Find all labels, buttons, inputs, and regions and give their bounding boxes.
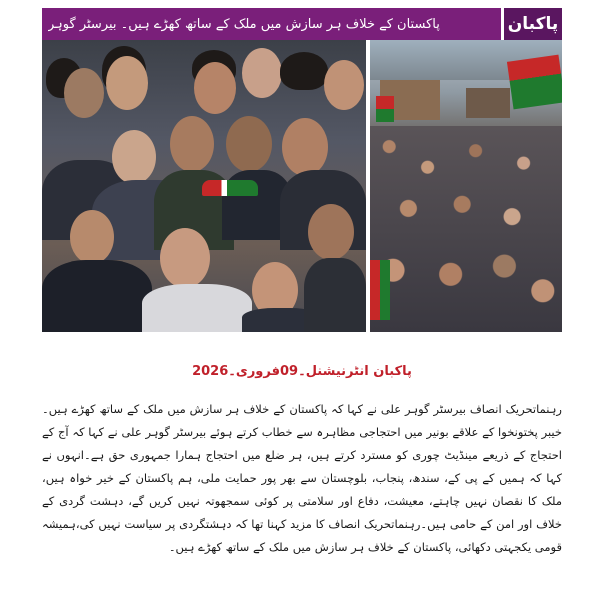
crowd-face [308, 204, 354, 260]
crowd-face [324, 60, 364, 110]
crowd-face [226, 116, 272, 172]
building [466, 88, 510, 118]
crowd-face [282, 118, 328, 176]
header-bar [42, 8, 562, 40]
party-flag [376, 96, 394, 122]
party-flag [507, 55, 562, 110]
headline: پاکستان کے خلاف ہر سازش میں ملک کے ساتھ کھڑے ہیں۔ بیرسٹر گوہر [48, 16, 440, 32]
crowd-head [280, 52, 328, 90]
crowd-face [112, 130, 156, 184]
coat [142, 284, 252, 332]
dateline: پاکبان انٹرنیشنل۔09فروری۔2026 [192, 364, 412, 379]
crowd-face [160, 228, 210, 288]
crowd-face [70, 210, 114, 264]
brand-separator [501, 8, 504, 40]
crowd-face [64, 68, 104, 118]
coat [304, 258, 366, 332]
photo-rally-crowd [370, 40, 562, 332]
party-cap [202, 180, 258, 196]
article-body: رہنماتحریک انصاف بیرسٹر گوہر علی نے کہا کہ پاکستان کے خلاف ہر سازش میں ملک کے ساتھ کھڑے ہیں۔خیبر پختونخوا کے علاقے بونیر میں احتجاجی مظاہرہ سے خطاب کرتے ہوئے بیرسٹر گوہر علی نے کہا کہ آج کے احتجاج کے ذریعے مینڈیٹ چوری کو مسترد کرتے ہیں، ہر ضلع میں احتجاج ہمارا جمہوری حق ہے۔انہوں نے کہا کہ ہمیں کے پی کے، سندھ، پنجاب، بلوچستان سے بھر پور حمایت ملی، ہم پاکستان کے خیر خواہ ہیں، ملک کا نقصان نہیں چاہتے، معیشت، دفاع اور سلامتی پر کوئی سمجھوتہ نہیں کریں گے، دہشت گردی کے خلاف اور امن کے حامی ہیں۔رہنماتحریک انصاف کا مزید کہنا تھا کہ دہشتگردی پر سیاست نہیں کی،ہمیشہ قومی یکجہتی دکھائی، پاکستان کے خلاف ہر سازش میں ملک کے ساتھ کھڑے ہیں۔ [42, 402, 562, 554]
crowd-face [242, 48, 282, 98]
crowd [370, 126, 562, 332]
crowd-face [194, 62, 236, 114]
crowd-face [170, 116, 214, 172]
crowd-face [106, 56, 148, 110]
news-photo-collage [42, 40, 562, 332]
coat [42, 260, 152, 332]
photo-leaders [42, 40, 366, 332]
brand-logo[interactable]: پاکبان [504, 8, 562, 40]
party-flag [370, 260, 390, 320]
